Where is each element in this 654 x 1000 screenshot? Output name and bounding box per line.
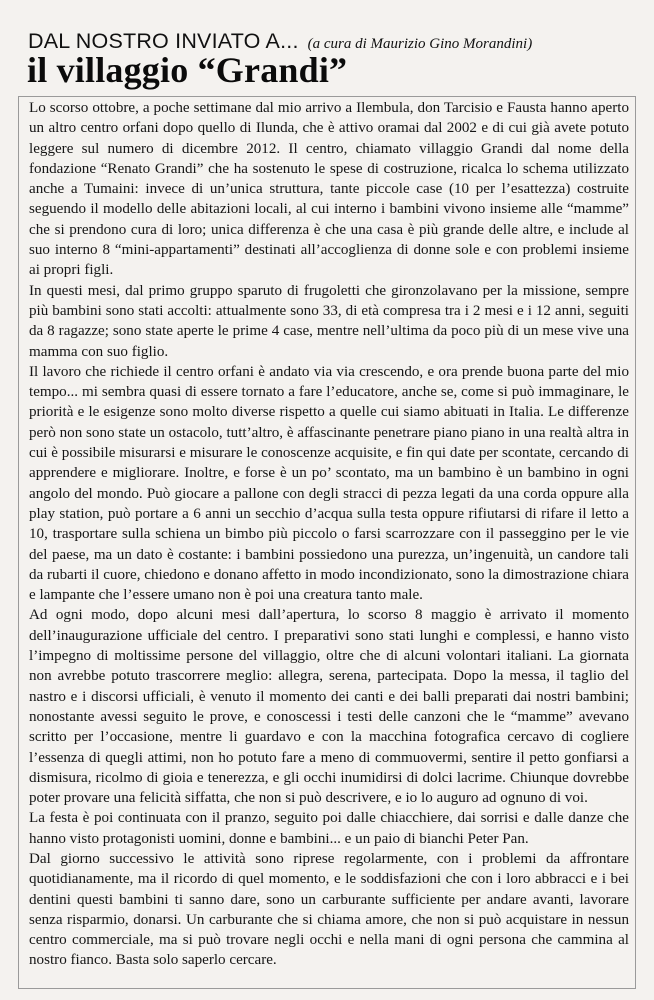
article-paragraph: La festa è poi continuata con il pranzo, seguito poi dalle chiacchiere, dai sorrisi e dalle danze che hanno visto protagonisti uomini, donne e bambini... e un paio di bianchi Peter Pan. (29, 810, 629, 847)
article-paragraph: Il lavoro che richiede il centro orfani è andato via via crescendo, e ora prende buona parte del mio tempo... mi sembra quasi di essere tornato a fare l’educatore, anche se, come si può immaginare, le priorità e le esigenze sono molto diverse rispetto a quelle cui siamo abituati in Italia. Le differenze però non sono state un ostacolo, tutt’altro, è affascinante penetrare piano piano in una realtà altra in cui è possibile misurarsi e misurare le conoscenze acquisite, e fin qui date per scontate, cercando di apprendere e migliorare. Inoltre, e forse è un po’ scontato, ma un bambino è un bambino in ogni angolo del mondo. Può giocare a pallone con degli stracci di pezza legati da una corda oppure alla play station, può portare a 6 anni un secchio d’acqua sulla testa oppure rifiutarsi di rifare il letto a 10, trasportare sulla schiena un bimbo più piccolo o farsi scarrozzare con il passeggino per le vie del paese, ma un dato è costante: i bambini possiedono una purezza, un’ingenuità, un candore tali da rubarti il cuore, chiedono e donano affetto in modo incondizionato, sono la dimostrazione chiara e lampante che l’essere umano non è poi una creatura tanto male. (29, 363, 629, 604)
article-paragraph: Dal giorno successivo le attività sono riprese regolarmente, con i problemi da affrontare quotidianamente, ma il ricordo di quel momento, e le soddisfazioni che con i loro abbracci e i bei dentini questi bambini ti sanno dare, sono un carburante sufficiente per andare avanti, lavorare senza risparmio, donarsi. Un carburante che si chiama amore, che non si può acquistare in nessun centro commerciale, ma si può trovare negli occhi e nella mani di ogni persona che cammina al nostro fianco. Basta solo saperlo cercare. (29, 850, 629, 969)
article-body (29, 98, 629, 971)
article-paragraph: Ad ogni modo, dopo alcuni mesi dall’apertura, lo scorso 8 maggio è arrivato il momento dell’inaugurazione ufficiale del centro. I preparativi sono stati lunghi e complessi, e hanno visto l’impegno di moltissime persone del villaggio, oltre che di alcuni volontari italiani. La giornata non avrebbe potuto trascorrere meglio: allegra, serena, partecipata. Dopo la messa, il taglio del nastro e i discorsi ufficiali, è venuto il momento dei canti e dei balli preparati dai nostri bambini; nonostante avessi seguito le prove, e conoscessi i testi delle canzoni che le “mamme” avevano scritto per l’occasione, mentre li guardavo e con la macchina fotografica cercavo di cogliere l’essenza di quegli attimi, non ho potuto fare a meno di commuovermi, sentire il petto gonfiarsi a dismisura, ricolmo di gioia e tenerezza, e gli occhi inumidirsi di dolci lacrime. Chiunque dovrebbe poter provare una felicità siffatta, che non si può descrivere, e io lo auguro ad ognuno di voi. (29, 607, 629, 807)
column-credit: (a cura di Maurizio Gino Morandini) (307, 36, 533, 52)
article-paragraph: In questi mesi, dal primo gruppo sparuto di frugoletti che gironzolavano per la missione, sempre più bambini sono stati accolti: attualmente sono 33, di età compresa tra i 2 mesi e i 12 anni, seguiti da 8 ragazze; sono state aperte le prime 4 case, mentre nell’ultima da poco più di un mese vive una mamma con suo figlio. (29, 282, 629, 360)
article-title: il villaggio “Grandi” (27, 50, 348, 90)
column-kicker: DAL NOSTRO INVIATO A... (28, 29, 299, 53)
article-paragraph: Lo scorso ottobre, a poche settimane dal mio arrivo a Ilembula, don Tarcisio e Fausta hanno aperto un altro centro orfani dopo quello di Ilunda, che è attivo oramai dal 2002 e di cui già avete potuto leggere sul numero di dicembre 2012. Il centro, chiamato villaggio Grandi dal nome della fondazione “Renato Grandi” che ha sostenuto le spese di costruzione, ricalca lo schema utilizzato anche a Tumaini: invece di un’unica struttura, tante piccole case (10 per l’esattezza) costruite seguendo il modello delle abitazioni locali, al cui interno i bambini vivono insieme alle “mamme” che si prendono cura di loro; unica differenza è che una casa è più grande delle altre, e include al suo interno 8 “mini-appartamenti” destinati all’accoglienza di donne sole e con problemi insieme ai propri figli. (29, 100, 629, 279)
